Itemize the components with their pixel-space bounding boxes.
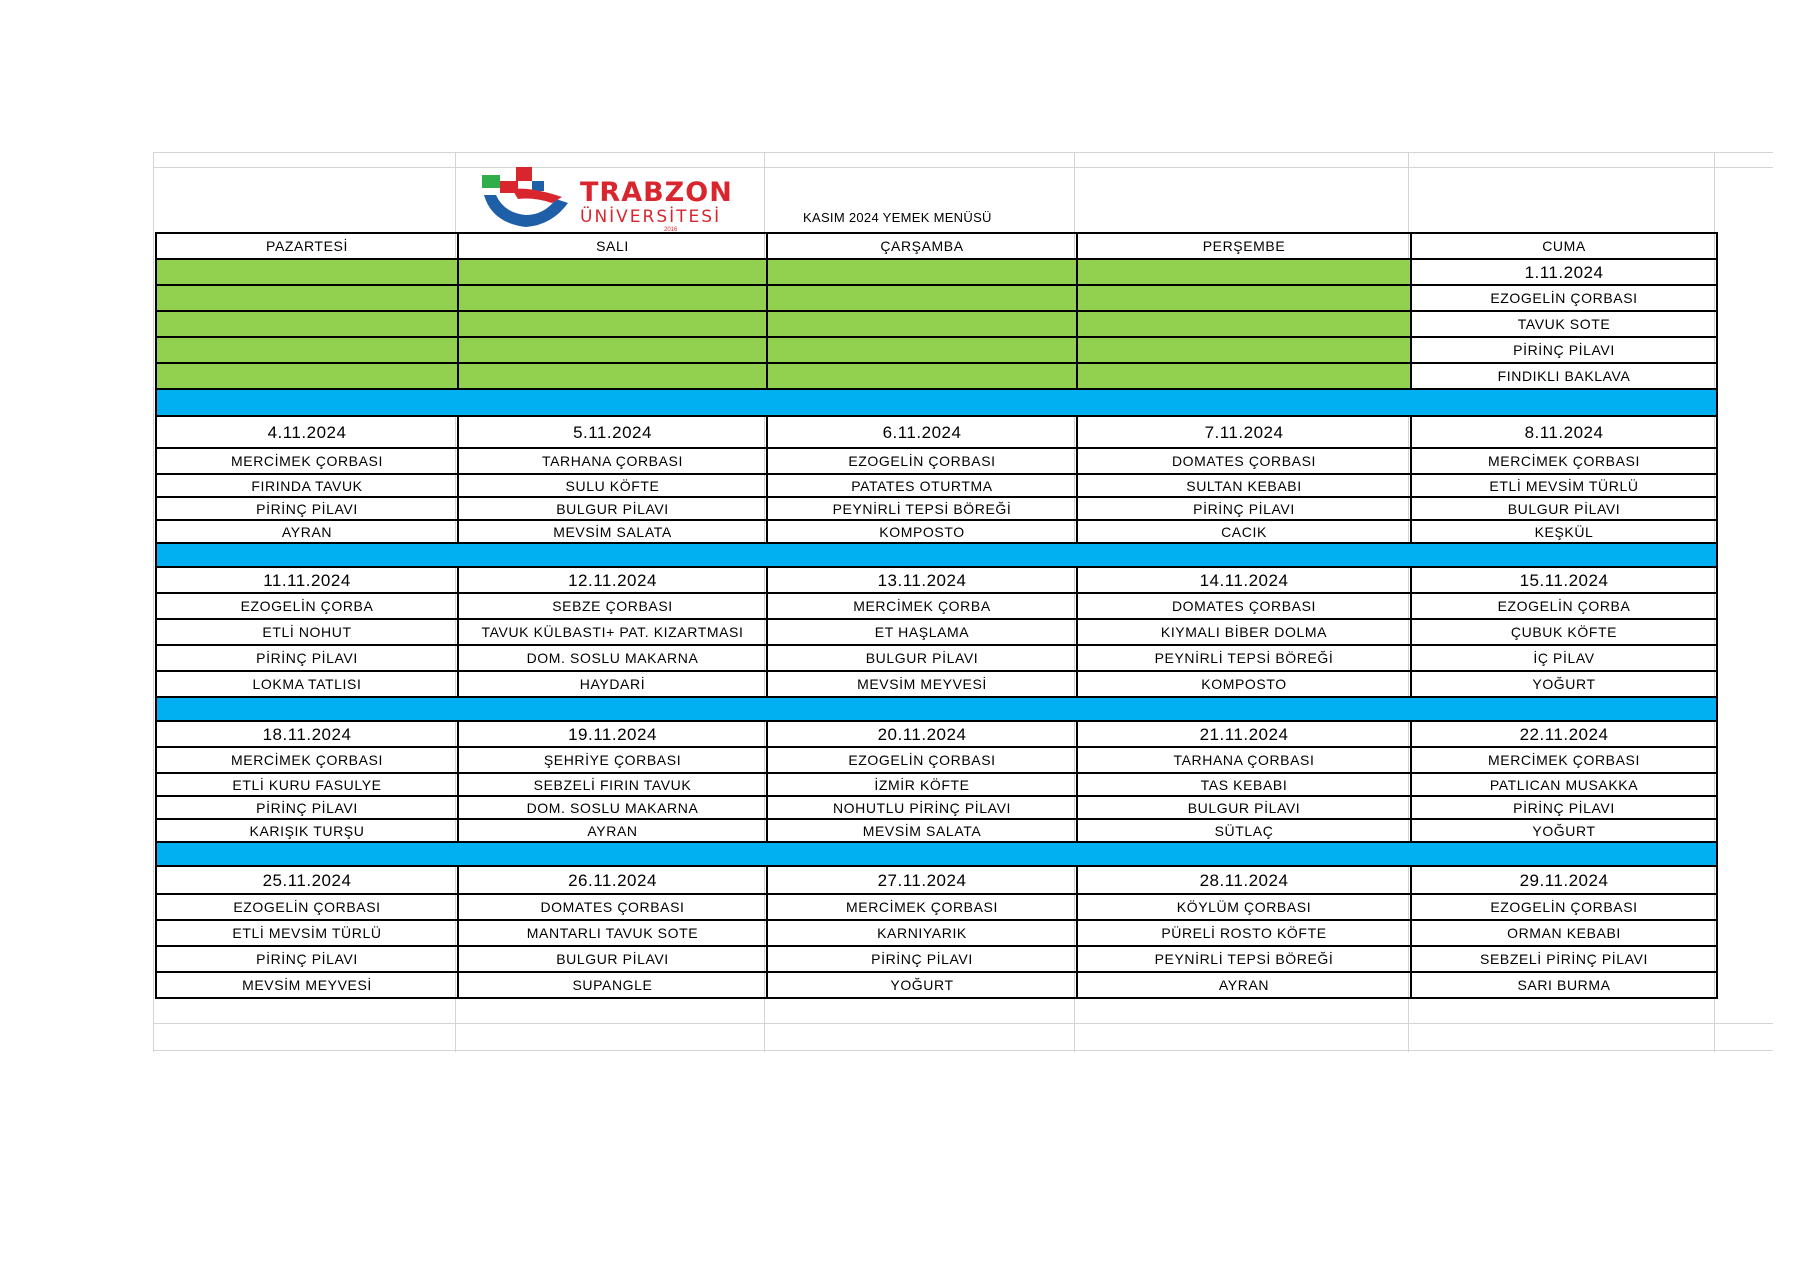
menu-item: KOMPOSTO [767, 520, 1077, 543]
week-separator [156, 389, 1717, 416]
date-cell: 21.11.2024 [1077, 721, 1411, 747]
menu-item: PİRİNÇ PİLAVI [1411, 337, 1717, 363]
menu-item: MANTARLI TAVUK SOTE [458, 920, 767, 946]
menu-item: PATATES OTURTMA [767, 474, 1077, 497]
date-cell: 19.11.2024 [458, 721, 767, 747]
date-row [156, 721, 1717, 747]
item-row [156, 773, 1717, 796]
item-row [156, 920, 1717, 946]
page-title: KASIM 2024 YEMEK MENÜSÜ [803, 210, 992, 225]
menu-item: PEYNİRLİ TEPSİ BÖREĞİ [767, 497, 1077, 520]
day-header: CUMA [1411, 233, 1717, 259]
item-row [156, 474, 1717, 497]
menu-item: MERCİMEK ÇORBASI [156, 747, 458, 773]
menu-item: MERCİMEK ÇORBASI [156, 448, 458, 474]
menu-item: İZMİR KÖFTE [767, 773, 1077, 796]
menu-item: BULGUR PİLAVI [458, 497, 767, 520]
menu-item: ŞEHRİYE ÇORBASI [458, 747, 767, 773]
logo-year: 2016 [664, 227, 678, 233]
menu-item: EZOGELİN ÇORBASI [767, 448, 1077, 474]
week-separator [156, 543, 1717, 567]
date-cell: 20.11.2024 [767, 721, 1077, 747]
empty-cell [458, 285, 767, 311]
empty-cell [1077, 363, 1411, 389]
menu-item: SULU KÖFTE [458, 474, 767, 497]
menu-item: DOMATES ÇORBASI [1077, 593, 1411, 619]
date-cell: 22.11.2024 [1411, 721, 1717, 747]
menu-item: EZOGELİN ÇORBA [1411, 593, 1717, 619]
date-cell: 1.11.2024 [1411, 259, 1717, 285]
empty-cell [156, 259, 458, 285]
menu-item: SARI BURMA [1411, 972, 1717, 998]
empty-cell [767, 363, 1077, 389]
menu-item: MEVSİM MEYVESİ [767, 671, 1077, 697]
menu-item: CACIK [1077, 520, 1411, 543]
menu-item: ORMAN KEBABI [1411, 920, 1717, 946]
gridline [153, 1023, 1773, 1024]
menu-item: MERCİMEK ÇORBASI [1411, 747, 1717, 773]
week1-item-row [156, 311, 1717, 337]
menu-item: DOM. SOSLU MAKARNA [458, 796, 767, 819]
menu-item: EZOGELİN ÇORBASI [156, 894, 458, 920]
logo-name: TRABZON [580, 177, 733, 208]
gridline [153, 152, 1773, 153]
date-cell: 5.11.2024 [458, 416, 767, 448]
menu-item: BULGUR PİLAVI [458, 946, 767, 972]
item-row [156, 448, 1717, 474]
menu-item: SUPANGLE [458, 972, 767, 998]
menu-item: ETLİ MEVSİM TÜRLÜ [156, 920, 458, 946]
day-header: PAZARTESİ [156, 233, 458, 259]
empty-cell [458, 337, 767, 363]
menu-item: EZOGELİN ÇORBASI [767, 747, 1077, 773]
menu-item: PİRİNÇ PİLAVI [1411, 796, 1717, 819]
empty-cell [156, 285, 458, 311]
empty-cell [767, 337, 1077, 363]
logo-mark-icon [482, 167, 577, 235]
date-row [156, 866, 1717, 894]
menu-item: PİRİNÇ PİLAVI [156, 645, 458, 671]
item-row [156, 593, 1717, 619]
item-row [156, 894, 1717, 920]
menu-item: ET HAŞLAMA [767, 619, 1077, 645]
menu-item: ÇUBUK KÖFTE [1411, 619, 1717, 645]
menu-item: ETLİ NOHUT [156, 619, 458, 645]
separator-cell [156, 389, 1717, 416]
menu-item: HAYDARİ [458, 671, 767, 697]
item-row [156, 972, 1717, 998]
menu-item: PİRİNÇ PİLAVI [1077, 497, 1411, 520]
university-logo [482, 167, 757, 235]
week1-item-row [156, 363, 1717, 389]
week1-date-row [156, 259, 1717, 285]
menu-item: PATLICAN MUSAKKA [1411, 773, 1717, 796]
empty-cell [458, 311, 767, 337]
menu-item: PEYNİRLİ TEPSİ BÖREĞİ [1077, 946, 1411, 972]
menu-item: KARNIYARIK [767, 920, 1077, 946]
date-cell: 13.11.2024 [767, 567, 1077, 593]
menu-item: KEŞKÜL [1411, 520, 1717, 543]
menu-item: TAVUK KÜLBASTI+ PAT. KIZARTMASI [458, 619, 767, 645]
menu-item: PİRİNÇ PİLAVI [767, 946, 1077, 972]
gridline [153, 152, 154, 1052]
menu-item: AYRAN [1077, 972, 1411, 998]
date-row [156, 416, 1717, 448]
date-cell: 27.11.2024 [767, 866, 1077, 894]
menu-item: SÜTLAÇ [1077, 819, 1411, 842]
date-cell: 8.11.2024 [1411, 416, 1717, 448]
menu-item: TARHANA ÇORBASI [1077, 747, 1411, 773]
menu-item: ETLİ KURU FASULYE [156, 773, 458, 796]
day-header: ÇARŞAMBA [767, 233, 1077, 259]
empty-cell [458, 259, 767, 285]
menu-item: MEVSİM SALATA [767, 819, 1077, 842]
menu-item: MEVSİM SALATA [458, 520, 767, 543]
gridline [153, 1050, 1773, 1051]
empty-cell [1077, 285, 1411, 311]
menu-item: SEBZE ÇORBASI [458, 593, 767, 619]
menu-item: SEBZELİ PİRİNÇ PİLAVI [1411, 946, 1717, 972]
menu-item: AYRAN [156, 520, 458, 543]
empty-cell [1077, 337, 1411, 363]
menu-item: YOĞURT [767, 972, 1077, 998]
menu-item: İÇ PİLAV [1411, 645, 1717, 671]
menu-item: FIRINDA TAVUK [156, 474, 458, 497]
menu-item: MERCİMEK ÇORBASI [767, 894, 1077, 920]
menu-item: SEBZELİ FIRIN TAVUK [458, 773, 767, 796]
date-cell: 6.11.2024 [767, 416, 1077, 448]
menu-item: MEVSİM MEYVESİ [156, 972, 458, 998]
menu-item: MERCİMEK ÇORBASI [1411, 448, 1717, 474]
menu-item: DOMATES ÇORBASI [1077, 448, 1411, 474]
menu-item: BULGUR PİLAVI [1077, 796, 1411, 819]
menu-item: AYRAN [458, 819, 767, 842]
item-row [156, 497, 1717, 520]
item-row [156, 619, 1717, 645]
logo-subname: ÜNİVERSİTESİ [580, 207, 722, 227]
menu-item: DOM. SOSLU MAKARNA [458, 645, 767, 671]
separator-cell [156, 842, 1717, 866]
separator-cell [156, 697, 1717, 721]
menu-item: DOMATES ÇORBASI [458, 894, 767, 920]
empty-cell [458, 363, 767, 389]
item-row [156, 819, 1717, 842]
menu-item: FINDIKLI BAKLAVA [1411, 363, 1717, 389]
item-row [156, 747, 1717, 773]
menu-item: PEYNİRLİ TEPSİ BÖREĞİ [1077, 645, 1411, 671]
menu-item: EZOGELİN ÇORBA [156, 593, 458, 619]
day-header: PERŞEMBE [1077, 233, 1411, 259]
menu-item: KOMPOSTO [1077, 671, 1411, 697]
menu-item: YOĞURT [1411, 671, 1717, 697]
item-row [156, 671, 1717, 697]
separator-cell [156, 543, 1717, 567]
menu-item: EZOGELİN ÇORBASI [1411, 894, 1717, 920]
empty-cell [767, 285, 1077, 311]
date-cell: 11.11.2024 [156, 567, 458, 593]
day-header: SALI [458, 233, 767, 259]
menu-item: TARHANA ÇORBASI [458, 448, 767, 474]
empty-cell [156, 311, 458, 337]
date-cell: 25.11.2024 [156, 866, 458, 894]
menu-item: KARIŞIK TURŞU [156, 819, 458, 842]
item-row [156, 946, 1717, 972]
week-separator [156, 697, 1717, 721]
menu-item: EZOGELİN ÇORBASI [1411, 285, 1717, 311]
menu-item: YOĞURT [1411, 819, 1717, 842]
empty-cell [1077, 259, 1411, 285]
menu-item: ETLİ MEVSİM TÜRLÜ [1411, 474, 1717, 497]
menu-item: KIYMALI BİBER DOLMA [1077, 619, 1411, 645]
empty-cell [767, 311, 1077, 337]
date-cell: 4.11.2024 [156, 416, 458, 448]
menu-item: MERCİMEK ÇORBA [767, 593, 1077, 619]
week1-item-row [156, 337, 1717, 363]
date-cell: 28.11.2024 [1077, 866, 1411, 894]
item-row [156, 645, 1717, 671]
menu-table [155, 232, 1718, 999]
week1-item-row [156, 285, 1717, 311]
empty-cell [1077, 311, 1411, 337]
menu-item: BULGUR PİLAVI [767, 645, 1077, 671]
menu-item: PİRİNÇ PİLAVI [156, 796, 458, 819]
date-cell: 15.11.2024 [1411, 567, 1717, 593]
menu-item: BULGUR PİLAVI [1411, 497, 1717, 520]
week-separator [156, 842, 1717, 866]
menu-item: LOKMA TATLISI [156, 671, 458, 697]
menu-item: PİRİNÇ PİLAVI [156, 946, 458, 972]
menu-item: SULTAN KEBABI [1077, 474, 1411, 497]
menu-item: TAVUK SOTE [1411, 311, 1717, 337]
date-cell: 7.11.2024 [1077, 416, 1411, 448]
date-cell: 26.11.2024 [458, 866, 767, 894]
empty-cell [156, 337, 458, 363]
item-row [156, 520, 1717, 543]
menu-item: KÖYLÜM ÇORBASI [1077, 894, 1411, 920]
day-header-row [156, 233, 1717, 259]
date-cell: 14.11.2024 [1077, 567, 1411, 593]
item-row [156, 796, 1717, 819]
gridline [153, 167, 1773, 168]
date-row [156, 567, 1717, 593]
date-cell: 29.11.2024 [1411, 866, 1717, 894]
menu-item: TAS KEBABI [1077, 773, 1411, 796]
empty-cell [767, 259, 1077, 285]
date-cell: 12.11.2024 [458, 567, 767, 593]
date-cell: 18.11.2024 [156, 721, 458, 747]
menu-item: NOHUTLU PİRİNÇ PİLAVI [767, 796, 1077, 819]
menu-item: PÜRELİ ROSTO KÖFTE [1077, 920, 1411, 946]
menu-item: PİRİNÇ PİLAVI [156, 497, 458, 520]
empty-cell [156, 363, 458, 389]
